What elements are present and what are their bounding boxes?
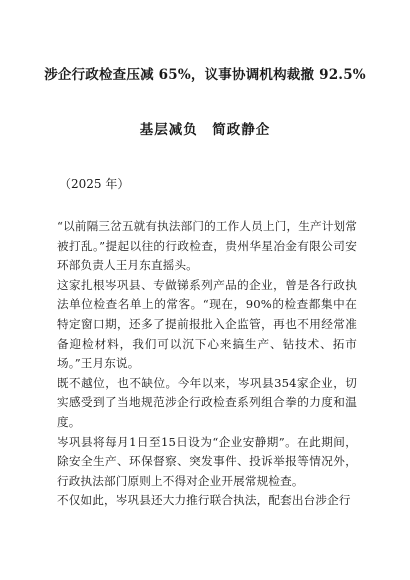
document-subtitle: 基层减负 简政静企 bbox=[139, 122, 271, 138]
paragraph: 不仅如此，岑巩县还大力推行联合执法，配套出台涉企行 bbox=[57, 493, 351, 508]
paragraph: 这家扎根岑巩县、专做锑系列产品的企业，曾是各行政执法单位检查名单上的常客。“现在，90%的检查都集中在特定窗口期，还多了提前报批入企监管，再也不用经常准备迎检材料，我们可以沉下心来搞生产、钻技术、拓市场。”王月东说。 bbox=[57, 277, 357, 371]
document-body bbox=[57, 217, 357, 511]
paragraph: “以前隔三岔五就有执法部门的工作人员上门，生产计划常被打乱。”提起以往的行政检查，贵州华星冶金有限公司安环部负责人王月东直摇头。 bbox=[57, 219, 357, 273]
paragraph: 既不越位，也不缺位。今年以来，岑巩县354家企业，切实感受到了当地规范涉企行政检查系列组合拳的力度和温度。 bbox=[57, 375, 357, 429]
document-title: 涉企行政检查压减 65%，议事协调机构裁撤 92.5% bbox=[44, 67, 366, 83]
paragraph: 岑巩县将每月1日至15日设为“企业安静期”。在此期间，除安全生产、环保督察、突发事件、投诉举报等情况外，行政执法部门原则上不得对企业开展常规检查。 bbox=[57, 434, 357, 488]
document-year: （2025 年） bbox=[59, 177, 130, 191]
